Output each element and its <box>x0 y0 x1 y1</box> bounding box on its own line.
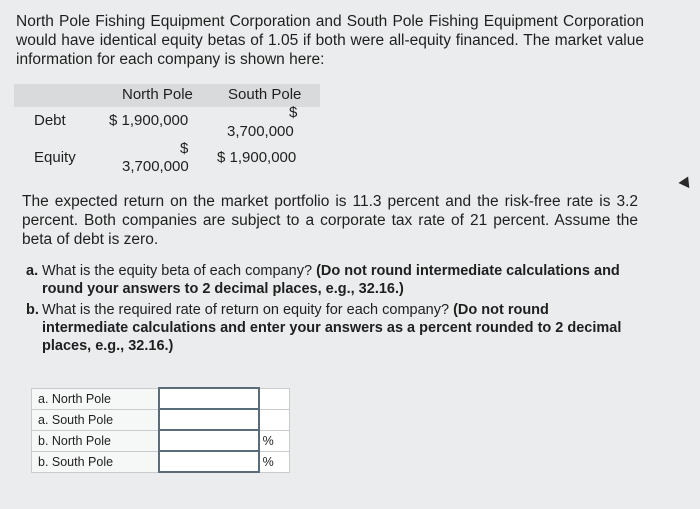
question-b <box>26 301 638 355</box>
answer-label: a. North Pole <box>32 388 159 409</box>
problem-intro: North Pole Fishing Equipment Corporation and South Pole Fishing Equipment Corporation would have identical equity betas of 1.05 if both were all-equity financed. The market value information for each company is shown here: <box>16 13 644 68</box>
question-label: a. <box>26 263 39 279</box>
equity-north-value: 3,700,000 <box>122 158 189 175</box>
answer-label: b. North Pole <box>32 430 159 451</box>
required-return-north-input[interactable] <box>163 433 259 449</box>
answer-table <box>31 387 290 473</box>
question-text: What is the equity beta of each company? <box>42 263 313 279</box>
answer-unit: % <box>259 430 290 451</box>
equity-beta-south-input[interactable] <box>163 412 259 428</box>
answer-input-cell[interactable] <box>159 451 259 472</box>
answer-unit <box>259 388 290 409</box>
answer-row <box>32 430 290 451</box>
question-instruction: (Do not round intermediate calculations and enter your answers as a percent rounded to 2 decimal places, e.g., 32.16.) <box>42 302 622 354</box>
row-label-equity: Equity <box>34 149 76 166</box>
equity-south-value: $ 1,900,000 <box>217 149 297 166</box>
equity-north-symbol: $ <box>180 140 189 157</box>
question-label: b. <box>26 302 39 318</box>
row-label-debt: Debt <box>34 112 66 129</box>
answer-input-cell[interactable] <box>159 388 259 409</box>
debt-north-value: $ 1,900,000 <box>109 112 189 129</box>
answer-row <box>32 388 290 409</box>
col-header-north: North Pole <box>122 86 193 103</box>
market-value-table <box>14 84 334 184</box>
answer-input-cell[interactable] <box>159 430 259 451</box>
col-header-south: South Pole <box>228 86 302 103</box>
question-list <box>26 262 638 358</box>
answer-row <box>32 451 290 472</box>
required-return-south-input[interactable] <box>163 454 259 470</box>
answer-unit: % <box>259 451 290 472</box>
debt-south-value: 3,700,000 <box>227 123 294 140</box>
answer-row <box>32 409 290 430</box>
answer-input-cell[interactable] <box>159 409 259 430</box>
answer-unit <box>259 409 290 430</box>
answer-label: b. South Pole <box>32 451 159 472</box>
question-text: What is the required rate of return on equity for each company? <box>42 302 450 318</box>
answer-label: a. South Pole <box>32 409 159 430</box>
mouse-cursor-icon <box>678 174 693 188</box>
market-assumptions: The expected return on the market portfolio is 11.3 percent and the risk-free rate is 3.2 percent. Both companies are subject to a corporate tax rate of 21 percent. Assume the beta of debt is zero. <box>22 193 638 248</box>
question-instruction: (Do not round intermediate calculations and round your answers to 2 decimal places, e.g., 32.16.) <box>42 263 620 297</box>
debt-south-symbol: $ <box>289 104 298 121</box>
equity-beta-north-input[interactable] <box>163 391 259 407</box>
question-a <box>26 262 638 298</box>
